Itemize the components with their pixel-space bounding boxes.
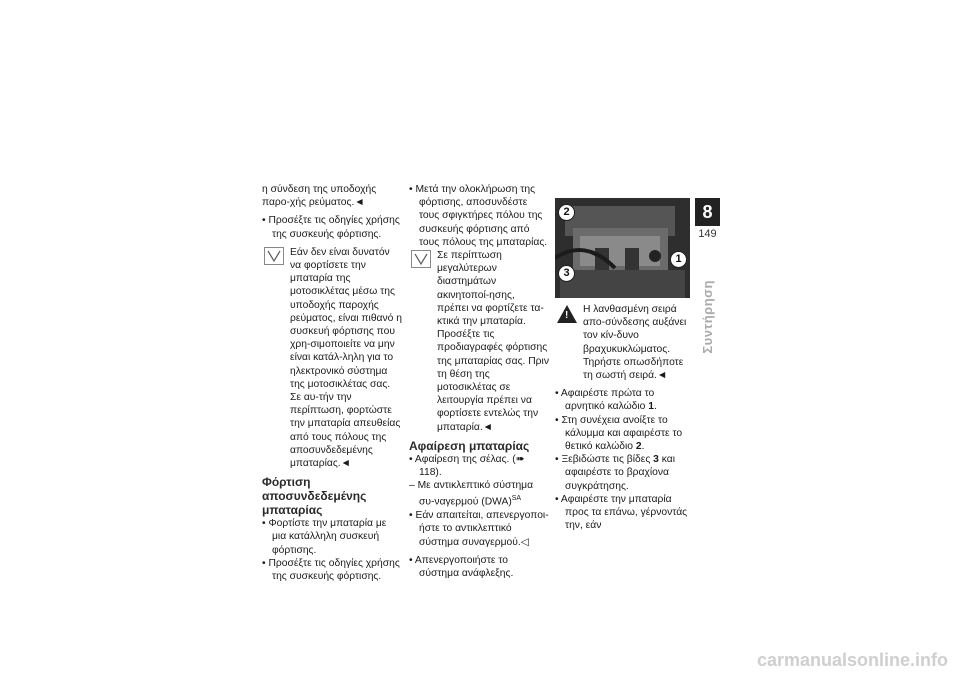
warning-icon: !	[557, 305, 577, 323]
bullet-text: • Αφαιρέστε πρώτα το αρνητικό καλώδιο	[555, 388, 655, 413]
bullet-item: • Αφαίρεση της σέλας. (➠ 118).	[409, 453, 525, 479]
section-heading: Αφαίρεση μπαταρίας	[409, 438, 530, 453]
bullet-item	[555, 414, 690, 454]
bullet-item: • Μετά την ολοκλήρωση της φόρτισης, αποσυνδέστε τους σφιγκτήρες πόλου της συσκευής φόρτισης από τους πόλους της μπαταρίας.	[409, 184, 548, 248]
warning-block	[555, 303, 690, 382]
bullet-item: • Φορτίστε την μπαταρία με μια κατάλληλη συσκευή φόρτισης.	[262, 518, 387, 556]
note-block	[262, 246, 402, 470]
note-text: Εάν δεν είναι δυνατόν να φορτίσετε την μπαταρία της μοτοσικλέτας μέσω της υποδοχής παροχής ρεύματος, είναι πιθανό η συσκευή φόρτισης που χρη-σιμοποιείτε να μην είναι κατάλ-ληλη για το ηλεκτρονικό σύστημα της μοτοσικλέτας σας. Σε αυ-τήν την περίπτωση, φορτώστε την μπαταρία απευθείας από τους πόλους της αποσυνδεδεμένης μπαταρίας.◄	[290, 246, 402, 470]
dash-item	[409, 479, 549, 509]
bullet-text: .	[641, 441, 645, 453]
column-3	[555, 303, 690, 532]
paragraph: η σύνδεση της υποδοχής παρο-χής ρεύματος.◄	[262, 184, 377, 209]
note-icon	[264, 247, 284, 265]
column-2	[409, 183, 549, 580]
bullet-item: • Αφαιρέστε την μπαταρία προς τα επάνω, γέρνοντάς την, εάν	[555, 493, 688, 532]
bullet-text: • Ξεβιδώστε τις βίδες	[555, 454, 654, 466]
column-1	[262, 183, 402, 583]
dash-item-text: – Με αντικλεπτικό σύστημα συ-ναγερμού (DWA)	[409, 480, 534, 508]
page-number: 149	[698, 228, 717, 240]
section-side-title: Συντήρηση	[700, 280, 715, 354]
bullet-item: • Εάν απαιτείται, απενεργοποι-ήστε το αντικλεπτικό σύστημα συναγερμού.◁	[409, 510, 549, 548]
section-heading: Φόρτιση αποσυνδεδεμένης μπαταρίας	[262, 475, 367, 518]
bullet-item: • Απενεργοποιήστε το σύστημα ανάφλεξης.	[409, 554, 514, 579]
watermark: carmanualsonline.info	[756, 650, 948, 670]
bullet-item: • Προσέξτε τις οδηγίες χρήσης της συσκευής φόρτισης.	[262, 215, 400, 240]
callout-1: 1	[670, 251, 687, 268]
bullet-item: • Προσέξτε τις οδηγίες χρήσης της συσκευής φόρτισης.	[262, 557, 400, 583]
ref-number: 2	[635, 441, 642, 453]
sa-superscript: SA	[511, 495, 522, 503]
ref-number: 3	[653, 454, 659, 466]
note-block	[409, 249, 549, 434]
callout-2: 2	[558, 204, 575, 221]
bullet-item	[555, 453, 690, 493]
bullet-text: και αφαιρέστε το βραχίονα συγκράτησης.	[565, 454, 675, 492]
callout-3: 3	[558, 265, 575, 282]
note-text: Σε περίπτωση μεγαλύτερων διαστημάτων ακινητοποί-ησης, πρέπει να φορτίζετε τα-κτικά την μπαταρία. Προσέξτε τις προδιαγραφές φόρτισης της μπαταρίας σας. Πριν τη θέση της μοτοσικλέτας σε λειτουργία πρέπει να φορτίσετε εντελώς την μπαταρία.◄	[437, 250, 549, 433]
bullet-text: • Στη συνέχεια ανοίξτε το κάλυμμα και αφαιρέστε το θετικό καλώδιο	[555, 414, 683, 453]
note-icon	[411, 250, 431, 268]
warning-text: Η λανθασμένη σειρά απο-σύνδεσης αυξάνει τον κίν-δυνο βραχυκυκλώματος. Τηρήστε οπωσδήποτε τη σωστή σειρά.◄	[583, 304, 687, 382]
bullet-text: .	[654, 401, 657, 413]
battery-photo	[555, 198, 690, 298]
bullet-item	[555, 387, 690, 413]
chapter-badge: 8	[695, 198, 720, 226]
ref-number: 1	[648, 401, 654, 413]
